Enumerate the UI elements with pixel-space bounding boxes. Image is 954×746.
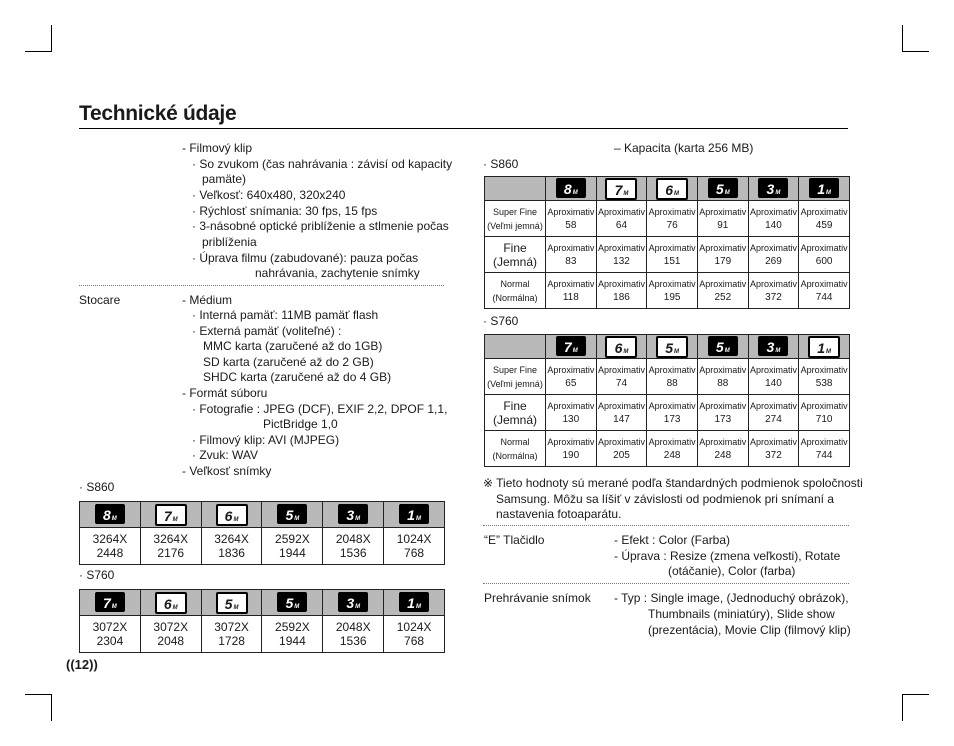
capacity-cell xyxy=(647,273,698,309)
capacity-cell xyxy=(697,359,748,395)
icon-cell xyxy=(80,590,141,616)
icon-cell xyxy=(262,502,323,528)
table-row xyxy=(485,431,850,467)
approx-label: Aproximativ xyxy=(699,206,747,217)
size-5m-icon: 5 M xyxy=(708,178,738,198)
approx-label: Aproximativ xyxy=(749,278,797,289)
crop-mark xyxy=(51,694,52,721)
page-title: Technické údaje xyxy=(79,102,237,125)
size-width: 2592X xyxy=(275,532,310,546)
model-label-s760: · S760 xyxy=(483,314,519,328)
capacity-cell xyxy=(596,201,647,237)
table-row xyxy=(485,201,850,237)
size-height: 2448 xyxy=(96,546,124,560)
approx-label: Aproximativ xyxy=(597,364,645,375)
capacity-value: 274 xyxy=(765,413,782,425)
capacity-cell xyxy=(799,237,850,273)
movie-item: · So zvukom (čas nahrávania : závisí od kapacity xyxy=(192,157,453,171)
size-width: 3264X xyxy=(153,532,189,546)
quality-cell xyxy=(485,237,546,273)
size-cell xyxy=(140,616,201,653)
size-width: 2048X xyxy=(335,532,371,546)
image-size-table-s760 xyxy=(79,589,445,653)
size-cell xyxy=(384,616,445,653)
crop-mark xyxy=(902,694,929,695)
capacity-value: 173 xyxy=(714,413,732,425)
movie-item: · Rýchlosť snímania: 30 fps, 15 fps xyxy=(192,204,378,218)
capacity-value: 190 xyxy=(562,449,580,461)
approx-label: Aproximativ xyxy=(547,364,595,375)
icon-cell xyxy=(140,590,201,616)
capacity-value: 76 xyxy=(666,219,678,231)
size-width: 3072X xyxy=(214,620,249,634)
icon-cell xyxy=(596,177,647,201)
icon-cell xyxy=(647,335,698,359)
capacity-value: 205 xyxy=(613,449,630,461)
capacity-value: 140 xyxy=(765,377,782,389)
approx-label: Aproximativ xyxy=(749,400,797,411)
approx-label: Aproximativ xyxy=(648,206,696,217)
approx-label: Aproximativ xyxy=(800,242,848,253)
image-size-table-s860 xyxy=(79,501,445,565)
capacity-cell xyxy=(546,237,597,273)
size-1m-icon: 1 M xyxy=(399,504,429,524)
capacity-cell xyxy=(697,273,748,309)
capacity-cell xyxy=(647,201,698,237)
size-height: 1944 xyxy=(279,634,306,648)
size-heading: - Veľkosť snímky xyxy=(182,464,272,478)
quality-cell xyxy=(485,201,546,237)
capacity-cell xyxy=(546,273,597,309)
size-cell xyxy=(262,616,323,653)
capacity-value: 372 xyxy=(765,449,782,461)
external-memory: · Externá pamäť (voliteľné) : xyxy=(192,324,342,338)
size-cell xyxy=(384,528,445,565)
size-1m-icon: 1 M xyxy=(809,178,839,198)
approx-label: Aproximativ xyxy=(597,206,645,217)
crop-mark xyxy=(902,51,929,52)
approx-label: Aproximativ xyxy=(597,436,645,447)
capacity-value: 269 xyxy=(765,255,782,267)
icon-cell xyxy=(201,502,262,528)
section-divider xyxy=(79,285,444,286)
capacity-value: 179 xyxy=(714,255,732,267)
capacity-value: 147 xyxy=(613,413,630,425)
size-5m-icon: 5 M xyxy=(277,592,307,612)
playback-line: (prezentácia), Movie Clip (filmový klip) xyxy=(648,623,851,637)
size-8m-icon: 8 M xyxy=(95,504,125,524)
capacity-cell xyxy=(799,395,850,431)
size-width: 2048X xyxy=(335,620,371,634)
size-5m-icon: 5 M xyxy=(708,336,738,356)
approx-label: Aproximativ xyxy=(800,206,848,217)
quality-sublabel: (Jemná) xyxy=(492,254,537,269)
movie-item: priblíženia xyxy=(202,235,257,249)
capacity-value: 744 xyxy=(815,449,833,461)
icon-cell xyxy=(799,335,850,359)
icon-cell xyxy=(384,590,445,616)
movie-item: · Úprava filmu (zabudované): pauza počas xyxy=(192,251,419,265)
table-row xyxy=(485,237,850,273)
e-button-line: - Efekt : Color (Farba) xyxy=(614,533,731,547)
icon-cell xyxy=(201,590,262,616)
size-height: 2048 xyxy=(157,634,185,648)
approx-label: Aproximativ xyxy=(597,242,645,253)
table-corner-cell xyxy=(485,335,546,359)
table-row xyxy=(485,273,850,309)
capacity-value: 186 xyxy=(613,291,630,303)
crop-mark xyxy=(25,694,52,695)
size-6m-icon: 6 M xyxy=(216,504,248,526)
crop-mark xyxy=(25,51,52,52)
capacity-value: 195 xyxy=(663,291,681,303)
card-item: SD karta (zaručené až do 2 GB) xyxy=(203,355,374,369)
capacity-cell xyxy=(647,359,698,395)
playback-line: - Typ : Single image, (Jednoduchý obrázok), xyxy=(614,591,849,605)
quality-label: Normal xyxy=(500,278,530,289)
quality-sublabel: (Veľmi jemná) xyxy=(487,220,543,231)
crop-mark xyxy=(51,25,52,52)
capacity-value: 91 xyxy=(717,219,729,231)
approx-label: Aproximativ xyxy=(547,206,595,217)
approx-label: Aproximativ xyxy=(800,400,848,411)
capacity-value: 173 xyxy=(663,413,681,425)
icon-cell xyxy=(80,502,141,528)
capacity-value: 151 xyxy=(663,255,681,267)
capacity-value: 88 xyxy=(717,377,729,389)
capacity-table-s860 xyxy=(484,176,850,309)
size-cell xyxy=(201,528,262,565)
size-cell xyxy=(80,616,141,653)
approx-label: Aproximativ xyxy=(699,242,747,253)
approx-label: Aproximativ xyxy=(547,242,595,253)
size-width: 3072X xyxy=(153,620,189,634)
approx-label: Aproximativ xyxy=(800,364,848,375)
capacity-cell xyxy=(697,201,748,237)
title-rule xyxy=(79,128,848,129)
movie-item: pamäte) xyxy=(202,172,247,186)
icon-cell xyxy=(140,502,201,528)
quality-sublabel: (Normálna) xyxy=(492,292,538,303)
movie-heading: - Filmový klip xyxy=(182,141,253,155)
capacity-cell xyxy=(647,237,698,273)
model-label-s760: · S760 xyxy=(79,568,115,582)
capacity-value: 140 xyxy=(765,219,782,231)
size-5m-wide-icon: 5 M xyxy=(656,336,688,358)
capacity-cell xyxy=(546,359,597,395)
quality-label: Normal xyxy=(500,436,530,447)
size-cell xyxy=(80,528,141,565)
quality-cell xyxy=(485,273,546,309)
capacity-cell xyxy=(748,273,799,309)
capacity-cell xyxy=(596,395,647,431)
capacity-value: 710 xyxy=(815,413,833,425)
capacity-cell xyxy=(799,359,850,395)
quality-label: Fine xyxy=(503,240,527,255)
approx-label: Aproximativ xyxy=(749,242,797,253)
size-width: 3264X xyxy=(214,532,249,546)
size-8m-icon: 8 M xyxy=(556,178,586,198)
size-width: 1024X xyxy=(396,620,432,634)
approx-label: Aproximativ xyxy=(800,278,848,289)
capacity-cell xyxy=(546,201,597,237)
size-3m-icon: 3 M xyxy=(338,592,368,612)
capacity-cell xyxy=(799,273,850,309)
table-corner-cell xyxy=(485,177,546,201)
size-cell xyxy=(323,528,384,565)
capacity-cell xyxy=(546,431,597,467)
note-line: Samsung. Môžu sa líšiť v závislosti od podmienok pri snímaní a xyxy=(496,492,834,506)
icon-cell xyxy=(697,335,748,359)
page-number-open: (( xyxy=(66,657,75,672)
capacity-heading: – Kapacita (karta 256 MB) xyxy=(614,141,754,155)
photo-format-cont: PictBridge 1,0 xyxy=(263,417,338,431)
model-label-s860: · S860 xyxy=(79,480,115,494)
capacity-table-s760 xyxy=(484,334,850,467)
capacity-cell xyxy=(748,359,799,395)
format-heading: - Formát súboru xyxy=(182,386,268,400)
icon-row xyxy=(485,335,850,359)
size-7m-icon: 7 M xyxy=(556,336,586,356)
icon-cell xyxy=(262,590,323,616)
icon-cell xyxy=(546,177,597,201)
table-row xyxy=(485,359,850,395)
capacity-cell xyxy=(647,395,698,431)
quality-label: Fine xyxy=(503,398,527,413)
quality-sublabel: (Veľmi jemná) xyxy=(487,378,543,389)
approx-label: Aproximativ xyxy=(699,436,747,447)
section-divider xyxy=(483,583,849,584)
playback-label: Prehrávanie snímok xyxy=(484,591,591,605)
size-6m-icon: 6 M xyxy=(605,336,637,358)
approx-label: Aproximativ xyxy=(597,278,645,289)
sound-format: · Zvuk: WAV xyxy=(192,448,258,462)
size-cell xyxy=(323,616,384,653)
quality-sublabel: (Normálna) xyxy=(492,450,538,461)
approx-label: Aproximativ xyxy=(749,436,797,447)
capacity-value: 132 xyxy=(613,255,630,267)
e-button-line: (otáčanie), Color (farba) xyxy=(668,564,796,578)
size-3m-icon: 3 M xyxy=(338,504,368,524)
approx-label: Aproximativ xyxy=(648,242,696,253)
capacity-cell xyxy=(748,201,799,237)
capacity-value: 372 xyxy=(765,291,782,303)
size-height: 2304 xyxy=(96,634,124,648)
crop-mark xyxy=(902,25,903,52)
size-height: 1536 xyxy=(339,546,367,560)
size-7m-icon: 7 M xyxy=(605,178,637,200)
size-3m-icon: 3 M xyxy=(758,178,788,198)
capacity-value: 83 xyxy=(565,255,577,267)
page-number: ((12)) xyxy=(66,657,98,672)
approx-label: Aproximativ xyxy=(749,206,797,217)
size-height: 1728 xyxy=(218,634,245,648)
capacity-cell xyxy=(748,431,799,467)
size-5m-wide-icon: 5 M xyxy=(216,592,248,614)
capacity-cell xyxy=(748,237,799,273)
page-number-close: )) xyxy=(89,657,98,672)
capacity-value: 744 xyxy=(815,291,833,303)
capacity-value: 65 xyxy=(565,377,577,389)
media-heading: - Médium xyxy=(182,293,233,307)
icon-cell xyxy=(647,177,698,201)
movie-item: nahrávania, zachytenie snímky xyxy=(255,266,420,280)
storage-label: Stocare xyxy=(79,293,121,307)
capacity-value: 252 xyxy=(714,291,732,303)
approx-label: Aproximativ xyxy=(648,364,696,375)
table-row xyxy=(485,395,850,431)
size-height: 1536 xyxy=(339,634,367,648)
size-cell xyxy=(262,528,323,565)
size-cell xyxy=(201,616,262,653)
size-3m-icon: 3 M xyxy=(758,336,788,356)
quality-sublabel: (Jemná) xyxy=(492,412,537,427)
capacity-cell xyxy=(596,237,647,273)
capacity-value: 459 xyxy=(815,219,833,231)
icon-cell xyxy=(596,335,647,359)
capacity-value: 538 xyxy=(815,377,833,389)
movie-format: · Filmový klip: AVI (MJPEG) xyxy=(192,433,340,447)
capacity-value: 248 xyxy=(714,449,732,461)
approx-label: Aproximativ xyxy=(699,278,747,289)
size-cell xyxy=(140,528,201,565)
icon-cell xyxy=(546,335,597,359)
icon-cell xyxy=(384,502,445,528)
size-width: 2592X xyxy=(275,620,310,634)
size-1m-icon: 1 M xyxy=(399,592,429,612)
size-width: 3264X xyxy=(92,532,128,546)
capacity-value: 130 xyxy=(562,413,580,425)
approx-label: Aproximativ xyxy=(547,400,595,411)
size-7m-icon: 7 M xyxy=(95,592,125,612)
e-button-line: - Úprava : Resize (zmena veľkosti), Rotate xyxy=(614,549,841,563)
icon-cell xyxy=(697,177,748,201)
capacity-cell xyxy=(596,359,647,395)
approx-label: Aproximativ xyxy=(749,364,797,375)
icon-row xyxy=(80,590,445,616)
capacity-value: 248 xyxy=(663,449,681,461)
capacity-cell xyxy=(647,431,698,467)
icon-row xyxy=(80,502,445,528)
capacity-value: 64 xyxy=(615,219,628,231)
size-width: 3072X xyxy=(92,620,128,634)
quality-label: Super Fine xyxy=(492,206,538,217)
movie-item: · Veľkosť: 640x480, 320x240 xyxy=(192,188,346,202)
size-height: 1944 xyxy=(279,546,306,560)
size-width: 1024X xyxy=(396,532,432,546)
model-label-s860: · S860 xyxy=(483,157,519,171)
capacity-cell xyxy=(697,237,748,273)
size-height: 2176 xyxy=(157,546,185,560)
capacity-value: 600 xyxy=(815,255,833,267)
icon-cell xyxy=(748,177,799,201)
table-row xyxy=(80,616,445,653)
size-height: 1836 xyxy=(218,546,245,560)
approx-label: Aproximativ xyxy=(699,400,747,411)
capacity-value: 118 xyxy=(562,291,579,303)
capacity-cell xyxy=(596,273,647,309)
size-6m-icon: 6 M xyxy=(656,178,688,200)
capacity-value: 74 xyxy=(615,377,628,389)
playback-line: Thumbnails (miniatúry), Slide show xyxy=(648,607,835,621)
quality-cell xyxy=(485,359,546,395)
capacity-cell xyxy=(748,395,799,431)
icon-cell xyxy=(323,590,384,616)
capacity-cell xyxy=(546,395,597,431)
table-row xyxy=(80,528,445,565)
crop-mark xyxy=(902,694,903,721)
capacity-cell xyxy=(596,431,647,467)
icon-cell xyxy=(323,502,384,528)
approx-label: Aproximativ xyxy=(547,436,595,447)
quality-cell xyxy=(485,395,546,431)
icon-cell xyxy=(799,177,850,201)
quality-cell xyxy=(485,431,546,467)
size-7m-icon: 7 M xyxy=(155,504,187,526)
internal-memory: · Interná pamäť: 11MB pamäť flash xyxy=(192,308,379,322)
approx-label: Aproximativ xyxy=(648,400,696,411)
note-line: nastavenia fotoaparátu. xyxy=(496,507,622,521)
size-1m-icon: 1 M xyxy=(808,336,840,358)
size-6m-icon: 6 M xyxy=(155,592,187,614)
approx-label: Aproximativ xyxy=(648,278,696,289)
approx-label: Aproximativ xyxy=(800,436,848,447)
capacity-value: 58 xyxy=(565,219,577,231)
size-height: 768 xyxy=(404,634,425,648)
capacity-cell xyxy=(799,431,850,467)
note-line: ※ Tieto hodnoty sú merané podľa štandardných podmienok spoločnosti xyxy=(483,476,863,490)
size-height: 768 xyxy=(404,546,425,560)
capacity-value: 88 xyxy=(666,377,678,389)
approx-label: Aproximativ xyxy=(648,436,696,447)
size-5m-icon: 5 M xyxy=(277,504,307,524)
card-item: SHDC karta (zaručené až do 4 GB) xyxy=(203,370,392,384)
photo-format: · Fotografie : JPEG (DCF), EXIF 2,2, DPOF 1,1, xyxy=(192,402,448,416)
section-divider xyxy=(483,525,849,526)
capacity-cell xyxy=(799,201,850,237)
capacity-cell xyxy=(697,431,748,467)
capacity-cell xyxy=(697,395,748,431)
icon-cell xyxy=(748,335,799,359)
approx-label: Aproximativ xyxy=(597,400,645,411)
movie-item: · 3-násobné optické priblíženie a stlmenie počas xyxy=(192,219,449,233)
approx-label: Aproximativ xyxy=(699,364,747,375)
card-item: MMC karta (zaručené až do 1GB) xyxy=(203,339,383,353)
approx-label: Aproximativ xyxy=(547,278,595,289)
e-button-label: “E” Tlačidlo xyxy=(484,533,545,547)
icon-row xyxy=(485,177,850,201)
quality-label: Super Fine xyxy=(492,364,538,375)
